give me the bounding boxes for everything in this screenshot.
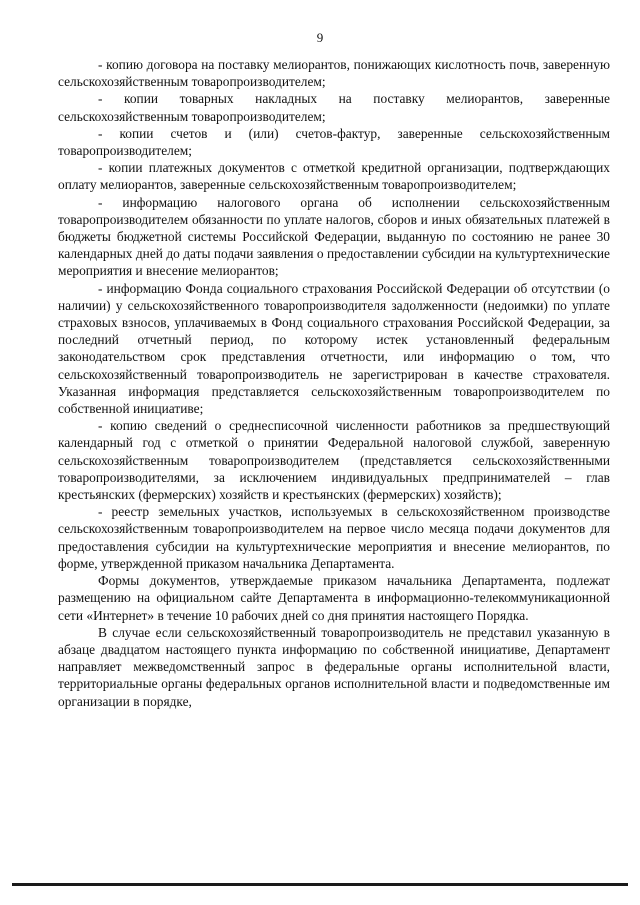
document-body (58, 56, 610, 710)
list-item-waybills: - копии товарных накладных на поставку мелиорантов, заверенные сельскохозяйственным товаропроизводителем; (58, 91, 610, 124)
paragraph-document-forms: Формы документов, утверждаемые приказом начальника Департамента, подлежат размещению на официальном сайте Департамента в информационно-телекоммуникационной сети «Интернет» в течение 10 рабочих дней со дня принятия настоящего Порядка. (58, 573, 610, 623)
bottom-divider (12, 883, 628, 886)
list-item-invoices: - копии счетов и (или) счетов-фактур, заверенные сельскохозяйственным товаропроизводителем; (58, 125, 610, 159)
paragraph-interagency-request: В случае если сельскохозяйственный товаропроизводитель не представил указанную в абзаце двадцатом настоящего пункта информацию по собственной инициативе, Департамент направляет межведомственный запрос в федеральные органы исполнительной власти, территориальные органы федеральных органов исполнительной власти и подведомственные им организации в порядке, (58, 624, 610, 709)
list-item-payment-documents: - копии платежных документов с отметкой кредитной организации, подтверждающих оплату мелиорантов, заверенные сельскохозяйственным товаропроизводителем; (58, 160, 610, 193)
list-item-tax-authority-info: - информацию налогового органа об исполнении сельскохозяйственным товаропроизводителем обязанности по уплате налогов, сборов и иных обязательных платежей в бюджеты бюджетной системы Российской Федерации, выданную по состоянию не ранее 30 календарных дней до даты подачи заявления о предоставлении субсидии на культуртехнические мероприятия и внесение мелиорантов; (58, 194, 610, 279)
list-item-supply-contract: - копию договора на поставку мелиорантов, понижающих кислотность почв, заверенную сельскохозяйственным товаропроизводителем; (58, 57, 610, 90)
page-number: 9 (316, 30, 324, 45)
list-item-employee-headcount: - копию сведений о среднесписочной численности работников за предшествующий календарный год с отметкой о принятии Федеральной налоговой службой, заверенную сельскохозяйственным товаропроизводителем (представляется сельскохозяйственными товаропроизводителями, за исключением индивидуальных предпринимателей – глав крестьянских (фермерских) хозяйств и крестьянских (фермерских) хозяйств); (58, 418, 610, 503)
list-item-land-registry: - реестр земельных участков, используемых в сельскохозяйственном производстве сельскохозяйственным товаропроизводителем на первое число месяца подачи документов для предоставления субсидии на культуртехнические мероприятия и внесение мелиорантов, по форме, утвержденной приказом начальника Департамента. (58, 504, 610, 571)
list-item-social-insurance-info: - информацию Фонда социального страхования Российской Федерации об отсутствии (о наличии) у сельскохозяйственного товаропроизводителя задолженности (недоимки) по уплате страховых взносов, уплачиваемых в Фонд социального страхования Российской Федерации, за последний отчетный период, по которому истек установленный федеральным законодательством срок представления отчетности, или информацию о том, что сельскохозяйственный товаропроизводитель не зарегистрирован в качестве страхователя. Указанная информация представляется сельскохозяйственным товаропроизводителем по собственной инициативе; (58, 280, 610, 417)
